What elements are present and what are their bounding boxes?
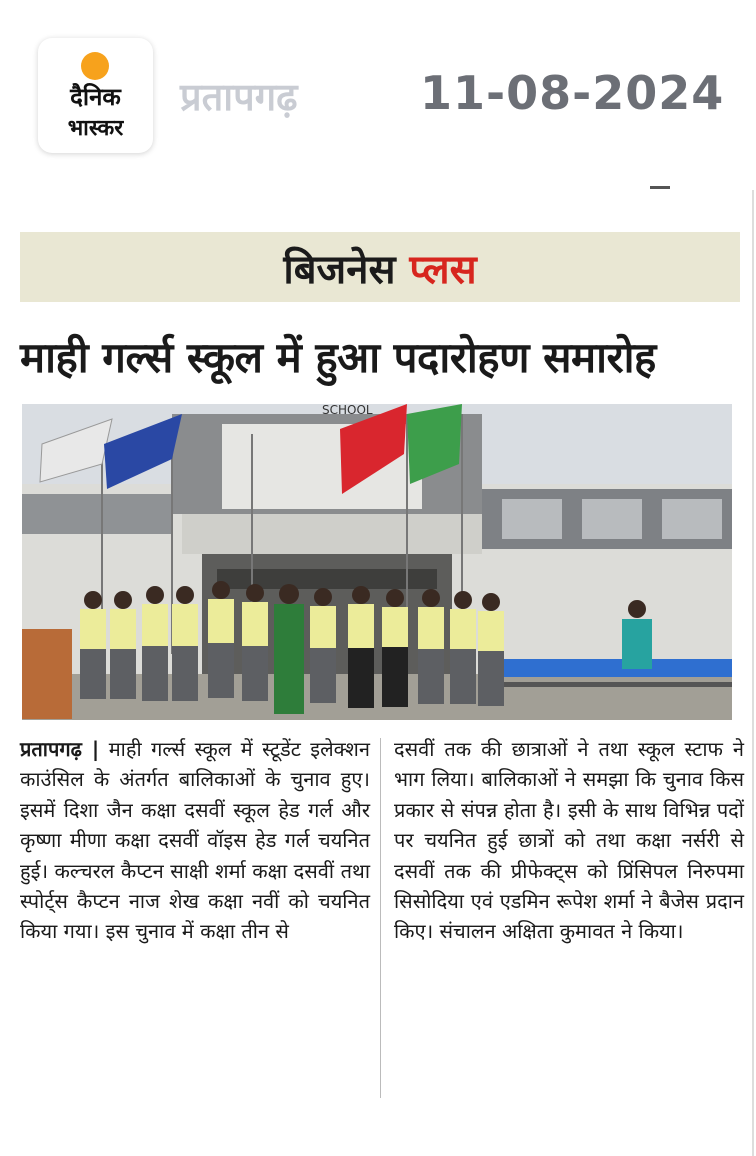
column-divider (380, 738, 381, 1098)
section-banner (20, 232, 740, 302)
article-headline: माही गर्ल्स स्कूल में हुआ पदारोहण समारोह (20, 333, 656, 382)
school-ceremony-photo (22, 404, 732, 720)
edition-date: 11-08-2024 (420, 66, 725, 120)
article-text-left: माही गर्ल्स स्कूल में स्टूडेंट इलेक्शन काउंसिल के अंतर्गत बालिकाओं के चुनाव हुए। इसमें दिशा जैन कक्षा दसवीं स्कूल हेड गर्ल और कृष्णा मीणा कक्षा दसवीं वॉइस हेड गर्ल चयनित हुई। कल्चरल कैप्टन साक्षी शर्मा कक्षा दसवीं तथा स्पोर्ट्स कैप्टन नाज शेख कक्षा नवीं को चयनित किया गया। इस चुनाव में कक्षा तीन से (20, 737, 371, 944)
logo-text-line1: दैनिक (70, 83, 121, 111)
section-word-business: बिजनेस (283, 247, 396, 293)
logo-text-line2: भास्कर (67, 116, 124, 141)
section-word-plus: प्लस (409, 247, 477, 293)
article-column-right (394, 734, 744, 947)
divider (650, 186, 670, 189)
edition-city: प्रतापगढ़ (180, 75, 298, 119)
building-sign: SCHOOL (322, 404, 373, 417)
sun-icon (81, 52, 109, 80)
teacher-figure (274, 604, 304, 714)
article-dateline: प्रतापगढ़ | (20, 737, 100, 761)
edge-divider (752, 190, 754, 1156)
article-text-right: दसवीं तक की छात्राओं ने तथा स्कूल स्टाफ ने भाग लिया। बालिकाओं ने समझा कि चुनाव किस प्रकार से संपन्न होता है। इसी के साथ विभिन्न पदों पर चयनित हुई छात्रों को तथा कक्षा नर्सरी से दसवीं तक की प्रीफेक्ट्स को प्रिंसिपल निरुपमा सिसोदिया एवं एडमिन रूपेश शर्मा ने बैजेस प्रदान किए। संचालन अक्षिता कुमावत ने किया। (394, 737, 744, 944)
section-title (20, 240, 740, 295)
news-clipping (0, 190, 756, 1156)
article-photo[interactable] (22, 404, 732, 720)
article-column-left (20, 734, 370, 947)
app-header (0, 0, 756, 190)
dainik-bhaskar-logo[interactable] (38, 38, 153, 153)
